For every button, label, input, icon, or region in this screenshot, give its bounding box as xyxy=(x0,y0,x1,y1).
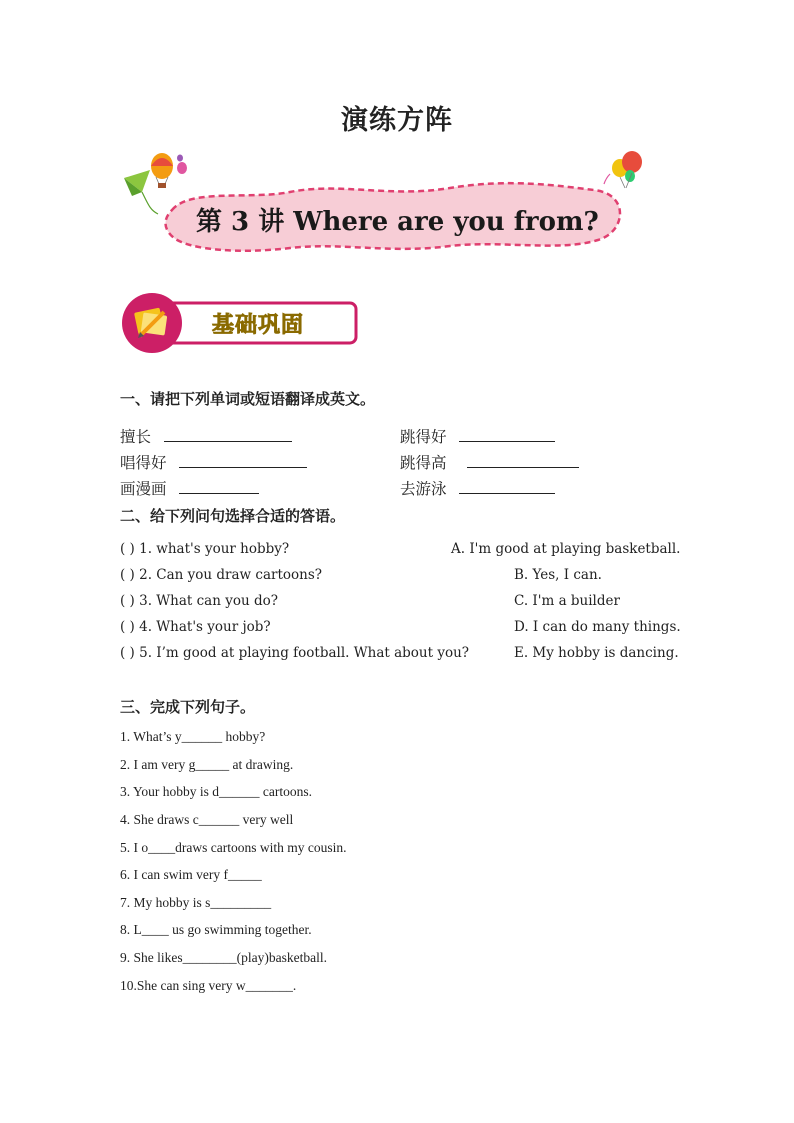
sentence-item: 4. She draws c______ very well xyxy=(120,812,294,827)
answer-blank[interactable] xyxy=(459,427,555,442)
answer-option: B. Yes, I can. xyxy=(514,567,602,583)
answer-blank[interactable] xyxy=(467,453,579,468)
sentence-item: 2. I am very g_____ at drawing. xyxy=(120,757,294,772)
vocab-item xyxy=(120,451,307,473)
notebook-pencil-icon xyxy=(134,308,167,338)
balloons-icon xyxy=(604,151,642,188)
vocab-item xyxy=(400,477,555,499)
question-item: ( ) 1. what's your hobby? xyxy=(120,541,290,557)
answer-option: E. My hobby is dancing. xyxy=(514,645,679,661)
answer-blank[interactable] xyxy=(164,427,292,442)
vocab-word: 画漫画 xyxy=(120,480,167,498)
answer-option: D. I can do many things. xyxy=(514,619,681,635)
page-title: 演练方阵 xyxy=(341,105,453,136)
answer-option: A. I'm good at playing basketball. xyxy=(451,541,681,557)
sentence-item: 1. What’s y______ hobby? xyxy=(120,729,266,744)
sentence-item: 9. She likes________(play)basketball. xyxy=(120,950,327,965)
answer-blank[interactable] xyxy=(179,479,259,494)
sentence-item: 8. L____ us go swimming together. xyxy=(120,922,312,937)
vocab-item xyxy=(400,451,579,473)
vocab-word: 唱得好 xyxy=(120,454,167,472)
section2-title: 二、给下列问句选择合适的答语。 xyxy=(120,507,346,525)
sentence-item: 3. Your hobby is d______ cartoons. xyxy=(120,784,313,799)
answer-blank[interactable] xyxy=(179,453,307,468)
answer-blank[interactable] xyxy=(459,479,555,494)
vocab-item xyxy=(400,425,555,447)
vocab-item xyxy=(120,477,259,499)
vocab-word: 擅长 xyxy=(120,428,152,446)
lesson-title: 第 3 讲 Where are you from? xyxy=(196,207,599,237)
answer-option: C. I'm a builder xyxy=(514,593,620,609)
vocab-word: 去游泳 xyxy=(400,480,447,498)
section1-title: 一、请把下列单词或短语翻译成英文。 xyxy=(120,390,376,408)
section-badge-label: 基础巩固 xyxy=(212,312,305,338)
question-item: ( ) 4. What's your job? xyxy=(120,619,271,635)
vocab-item xyxy=(120,425,292,447)
sentence-item: 5. I o____draws cartoons with my cousin. xyxy=(120,840,347,855)
vocab-word: 跳得好 xyxy=(400,428,447,446)
sentence-item: 7. My hobby is s_________ xyxy=(120,895,272,910)
sentence-item: 6. I can swim very f_____ xyxy=(120,867,262,882)
question-item: ( ) 2. Can you draw cartoons? xyxy=(120,567,322,583)
question-item: ( ) 3. What can you do? xyxy=(120,593,278,609)
question-item: ( ) 5. I’m good at playing football. What about you? xyxy=(120,645,470,661)
hot-air-balloon-icon xyxy=(151,153,187,188)
kite-icon xyxy=(124,170,158,214)
section3-title: 三、完成下列句子。 xyxy=(120,698,256,716)
vocab-word: 跳得高 xyxy=(400,454,447,472)
sentence-item: 10.She can sing very w_______. xyxy=(120,978,297,993)
